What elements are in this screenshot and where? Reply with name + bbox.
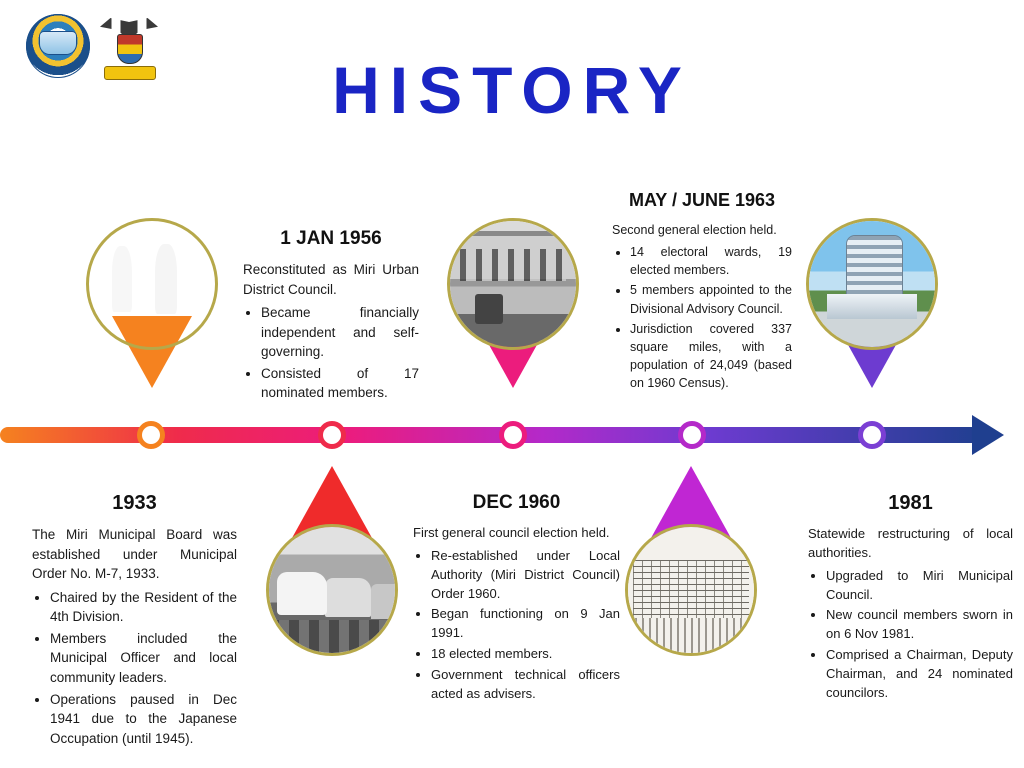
entry-intro-1933: The Miri Municipal Board was established under Municipal Order No. M-7, 1933. [32, 527, 237, 582]
pin-photo-1981 [806, 218, 938, 350]
timeline-entry-1933 [32, 492, 237, 750]
list-item: • 14 electoral wards, 19 elected members. [630, 243, 792, 279]
pin-photo-1956 [447, 218, 579, 350]
list-item: • New council members sworn in on 6 Nov 1981. [826, 606, 1013, 644]
entry-bullets-1963 [612, 243, 792, 392]
list-item: • Chaired by the Resident of the 4th Division. [50, 588, 237, 627]
entry-bullets-1960 [413, 547, 620, 704]
entry-bullets-1933 [32, 588, 237, 749]
timeline-node-1956[interactable] [318, 421, 346, 449]
list-item: • Operations paused in Dec 1941 due to the Japanese Occupation (until 1945). [50, 690, 237, 749]
entry-intro-1960: First general council election held. [413, 525, 610, 540]
pin-photo-1963 [625, 524, 757, 656]
timeline-node-1960[interactable] [499, 421, 527, 449]
photo-vintage-cars [266, 524, 398, 656]
list-item: • Government technical officers acted as advisers. [431, 666, 620, 704]
entry-intro-1963: Second general election held. [612, 223, 777, 237]
list-item: • Began functioning on 9 Jan 1991. [431, 605, 620, 643]
timeline-node-1933[interactable] [137, 421, 165, 449]
timeline-node-1981[interactable] [858, 421, 886, 449]
entry-intro-1956: Reconstituted as Miri Urban District Council. [243, 262, 419, 297]
timeline-arrow-icon [972, 415, 1004, 455]
timeline-entry-1960 [413, 492, 620, 706]
photo-old-street-shophouses [447, 218, 579, 350]
list-item: • Comprised a Chairman, Deputy Chairman, and 24 nominated councilors. [826, 646, 1013, 703]
list-item: • 18 elected members. [431, 645, 620, 664]
timeline-entry-1963 [612, 190, 792, 394]
page-title: HISTORY [332, 53, 692, 127]
list-item: • Became financially independent and self-governing. [261, 303, 419, 362]
entry-intro-1981: Statewide restructuring of local authorities. [808, 526, 1013, 560]
photo-town-sketch [625, 524, 757, 656]
entry-heading-1933: 1933 [112, 492, 157, 514]
list-item: • Re-established under Local Authority (Miri District Council) Order 1960. [431, 547, 620, 604]
list-item: • 5 members appointed to the Divisional Advisory Council. [630, 281, 792, 317]
photo-historic-ceremony [86, 218, 218, 350]
entry-bullets-1981 [808, 567, 1013, 703]
list-item: • Jurisdiction covered 337 square miles, with a population of 24,049 (based on 1960 Census). [630, 320, 792, 393]
entry-bullets-1956 [243, 303, 419, 403]
entry-heading-1956: 1 JAN 1956 [280, 228, 382, 249]
photo-modern-city-council-building [806, 218, 938, 350]
list-item: • Upgraded to Miri Municipal Council. [826, 567, 1013, 605]
timeline-entry-1981 [808, 492, 1013, 705]
entry-heading-1981: 1981 [888, 492, 933, 514]
pin-photo-1933 [86, 218, 218, 350]
entry-heading-1963: MAY / JUNE 1963 [628, 190, 776, 210]
timeline-entry-1956 [243, 228, 419, 405]
pin-photo-1960 [266, 524, 398, 656]
timeline-node-1963[interactable] [678, 421, 706, 449]
list-item: • Consisted of 17 nominated members. [261, 364, 419, 403]
entry-heading-1960: DEC 1960 [472, 492, 561, 513]
list-item: • Members included the Municipal Officer and local community leaders. [50, 629, 237, 688]
